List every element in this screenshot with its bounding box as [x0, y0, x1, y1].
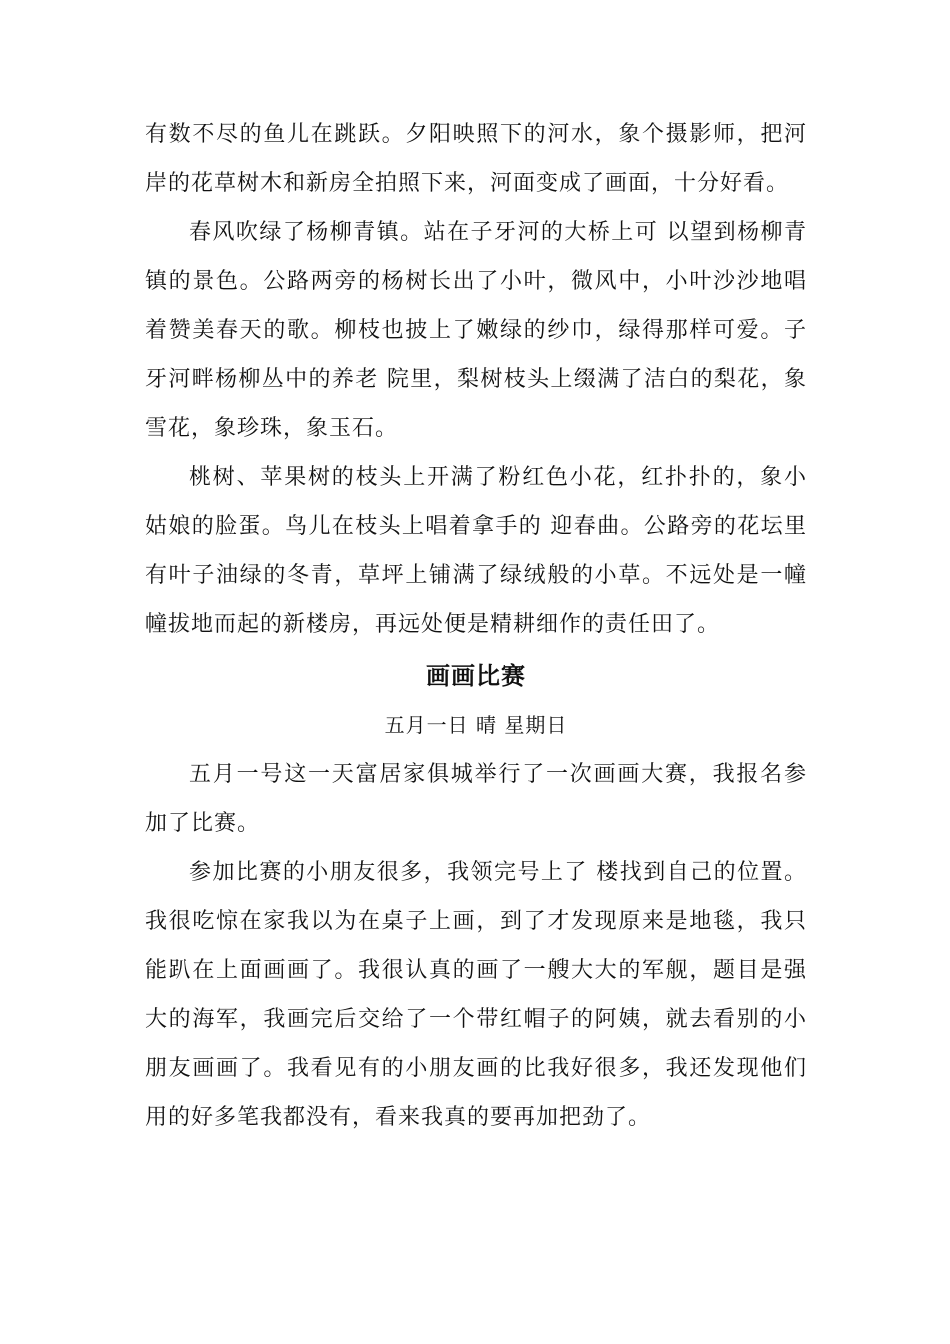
essay-paragraph-1: 五月一号这一天富居家俱城举行了一次画画大赛，我报名参加了比赛。	[145, 762, 807, 836]
paragraph-spring-wind: 春风吹绿了杨柳青镇。站在子牙河的大桥上可 以望到杨柳青镇的景色。公路两旁的杨树长出了小叶，微风中，小叶沙沙地唱着赞美春天的歌。柳枝也披上了嫩绿的纱巾，绿得那样可爱。子牙河畔杨柳丛中的养老 院里，梨树枝头上缀满了洁白的梨花，象雪花，象珍珠，象玉石。	[145, 220, 807, 441]
document-page	[145, 110, 807, 1142]
essay-title: 画画比赛	[426, 662, 526, 690]
continued-paragraph: 有数不尽的鱼儿在跳跃。夕阳映照下的河水，象个摄影师，把河岸的花草树木和新房全拍照下来，河面变成了画面，十分好看。	[145, 122, 807, 196]
essay-paragraph-2: 参加比赛的小朋友很多，我领完号上了 楼找到自己的位置。我很吃惊在家我以为在桌子上画，到了才发现原来是地毯，我只能趴在上面画画了。我很认真的画了一艘大大的军舰，题目是强大的海军，我画完后交给了一个带红帽子的阿姨，就去看别的小朋友画画了。我看见有的小朋友画的比我好很多，我还发现他们用的好多笔我都没有，看来我真的要再加把劲了。	[145, 860, 807, 1130]
paragraph-peach-trees: 桃树、苹果树的枝头上开满了粉红色小花，红扑扑的，象小姑娘的脸蛋。鸟儿在枝头上唱着拿手的 迎春曲。公路旁的花坛里有叶子油绿的冬青，草坪上铺满了绿绒般的小草。不远处是一幢幢拔地而起的新楼房，再远处便是精耕细作的责任田了。	[145, 465, 807, 637]
essay-date: 五月一日 晴 星期日	[384, 713, 568, 737]
